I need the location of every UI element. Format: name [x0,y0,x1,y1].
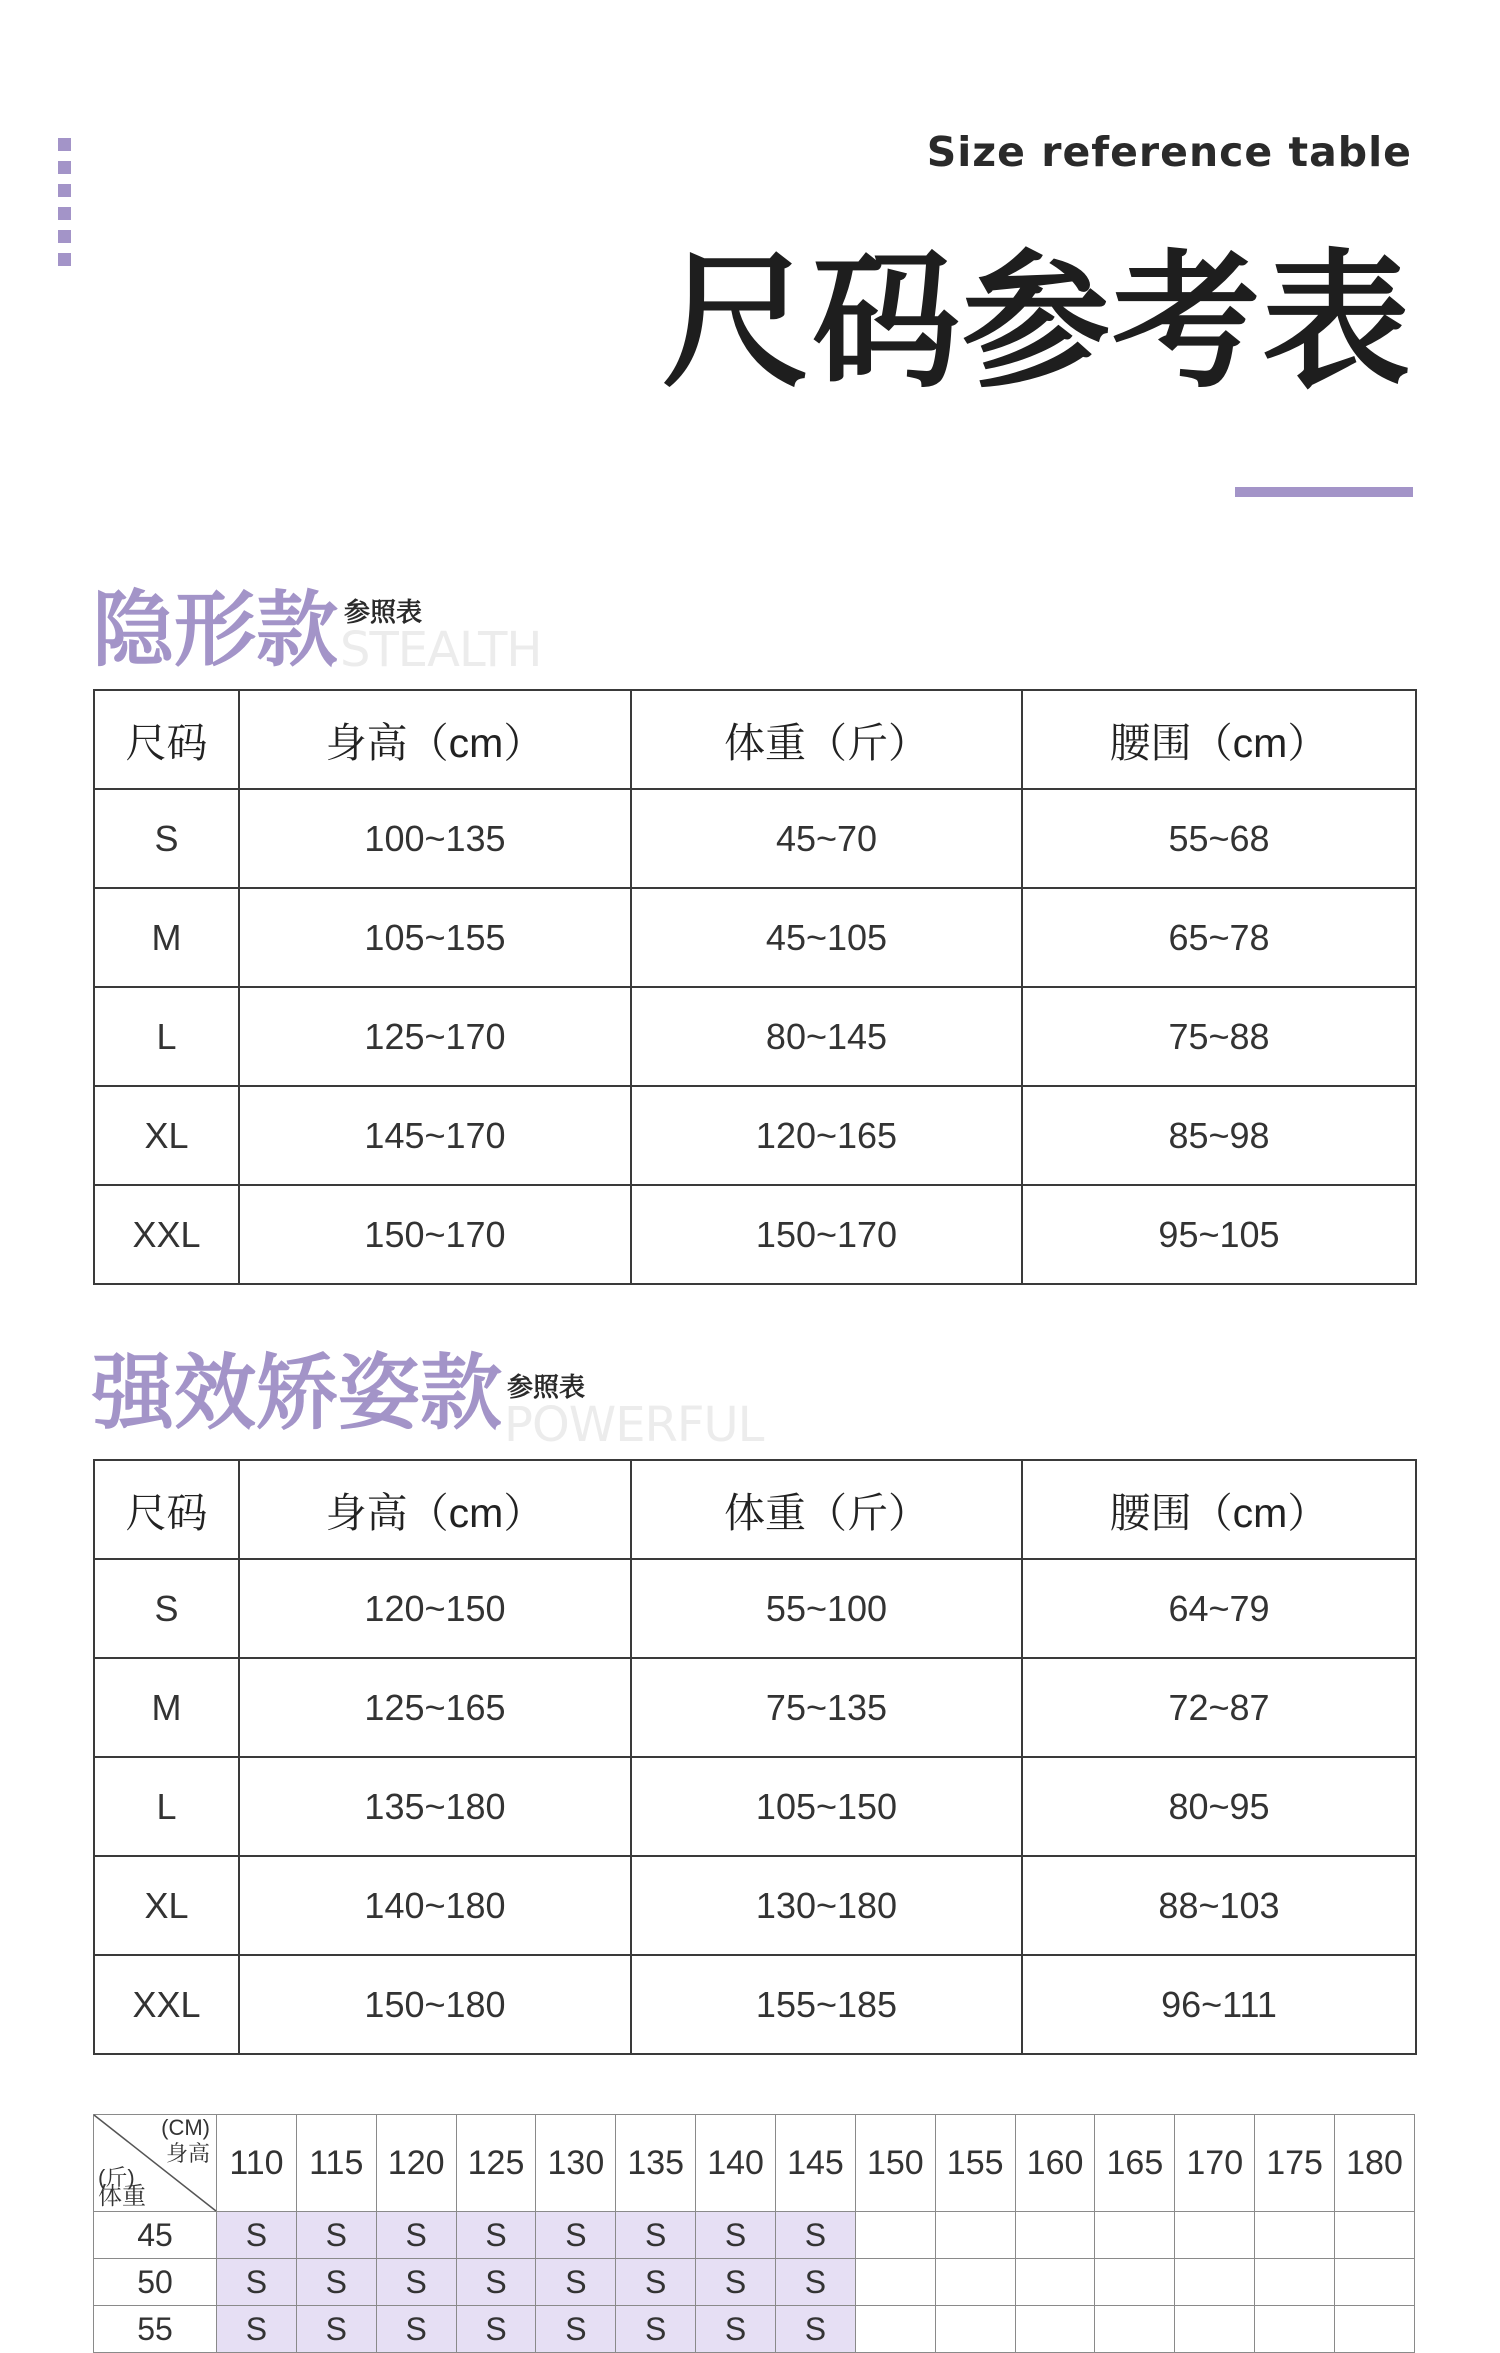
corner-unit-jin: (斤) [98,2165,135,2190]
header-height: 身高（cm） [239,690,631,789]
grid-size-cell [855,2306,935,2353]
grid-size-cell: S [696,2306,776,2353]
grid-size-cell [935,2306,1015,2353]
cell-weight: 130~180 [631,1856,1022,1955]
table-row [94,987,1416,1086]
header-weight: 体重（斤） [631,690,1022,789]
grid-height-header: 180 [1335,2115,1415,2212]
cell-waist: 55~68 [1022,789,1416,888]
corner-unit-cm: (CM) [161,2115,210,2140]
decorative-dots [58,138,72,276]
grid-size-cell: S [296,2259,376,2306]
grid-size-cell: S [296,2212,376,2259]
grid-size-cell: S [217,2212,297,2259]
cell-size: XL [94,1086,239,1185]
grid-size-cell: S [536,2212,616,2259]
grid-weight-label: 50 [94,2259,217,2306]
header-size: 尺码 [94,690,239,789]
cell-height: 150~180 [239,1955,631,2054]
grid-size-cell [1255,2306,1335,2353]
height-weight-grid [93,2114,1415,2347]
cell-size: XXL [94,1185,239,1284]
grid-height-header: 110 [217,2115,297,2212]
header-waist: 腰围（cm） [1022,690,1416,789]
grid-size-cell: S [536,2306,616,2353]
grid-size-cell [1335,2306,1415,2353]
table-row [94,1559,1416,1658]
grid-size-cell: S [376,2306,456,2353]
cell-size: L [94,987,239,1086]
section-ref-label: 参照表 [507,1373,586,1403]
grid-size-cell [935,2259,1015,2306]
table-row [94,1658,1416,1757]
section-ref-label: 参照表 [344,598,423,628]
cell-weight: 105~150 [631,1757,1022,1856]
cell-height: 150~170 [239,1185,631,1284]
table-row [94,1856,1416,1955]
cell-height: 120~150 [239,1559,631,1658]
table-row [94,1955,1416,2054]
grid-height-header: 115 [296,2115,376,2212]
section-ghost-label: POWERFUL [504,1397,764,1453]
grid-size-cell [1335,2259,1415,2306]
cell-waist: 96~111 [1022,1955,1416,2054]
grid-height-header: 130 [536,2115,616,2212]
cell-waist: 72~87 [1022,1658,1416,1757]
grid-size-cell: S [376,2259,456,2306]
cell-weight: 80~145 [631,987,1022,1086]
grid-size-cell: S [776,2212,856,2259]
header-size: 尺码 [94,1460,239,1559]
grid-size-cell: S [776,2259,856,2306]
grid-size-cell [1015,2259,1095,2306]
cell-weight: 120~165 [631,1086,1022,1185]
grid-height-header: 145 [776,2115,856,2212]
english-title: Size reference table [926,128,1412,176]
grid-size-cell [935,2212,1015,2259]
cell-weight: 45~70 [631,789,1022,888]
section-ghost-label: STEALTH [340,622,542,678]
grid-size-cell: S [456,2259,536,2306]
grid-height-header: 125 [456,2115,536,2212]
grid-height-header: 120 [376,2115,456,2212]
grid-weight-label: 45 [94,2212,217,2259]
table-header-row [94,1460,1416,1559]
grid-size-cell: S [696,2259,776,2306]
section-title: 强效矫姿款 [92,1346,503,1441]
grid-size-cell: S [217,2306,297,2353]
cell-size: L [94,1757,239,1856]
cell-weight: 150~170 [631,1185,1022,1284]
grid-size-cell: S [456,2212,536,2259]
corner-height-label: 身高 [165,2141,210,2166]
cell-size: XL [94,1856,239,1955]
grid-row [94,2259,1415,2306]
cell-size: M [94,888,239,987]
cell-height: 100~135 [239,789,631,888]
grid-size-cell [1175,2212,1255,2259]
section-heading-stealth [92,583,542,678]
grid-size-cell [1015,2306,1095,2353]
grid-row [94,2212,1415,2259]
size-table-stealth [93,689,1417,1285]
grid-row [94,2306,1415,2353]
grid-height-header: 175 [1255,2115,1335,2212]
section-heading-powerful [92,1346,764,1453]
cell-size: S [94,789,239,888]
cell-weight: 155~185 [631,1955,1022,2054]
cell-height: 125~165 [239,1658,631,1757]
table-header-row [94,690,1416,789]
grid-size-cell: S [217,2259,297,2306]
header-waist: 腰围（cm） [1022,1460,1416,1559]
cell-height: 145~170 [239,1086,631,1185]
grid-size-cell [1095,2306,1175,2353]
header-weight: 体重（斤） [631,1460,1022,1559]
cell-weight: 55~100 [631,1559,1022,1658]
grid-size-cell: S [376,2212,456,2259]
grid-size-cell [1175,2259,1255,2306]
table-row [94,1185,1416,1284]
cell-waist: 88~103 [1022,1856,1416,1955]
corner-weight-label: 体重 [98,2183,146,2210]
table-row [94,1757,1416,1856]
header-height: 身高（cm） [239,1460,631,1559]
cell-size: XXL [94,1955,239,2054]
title-underline [1235,487,1413,497]
cell-waist: 75~88 [1022,987,1416,1086]
grid-size-cell [855,2212,935,2259]
grid-size-cell [1095,2212,1175,2259]
grid-size-cell [1255,2259,1335,2306]
cell-height: 135~180 [239,1757,631,1856]
grid-height-header: 135 [616,2115,696,2212]
grid-height-header: 160 [1015,2115,1095,2212]
cell-waist: 85~98 [1022,1086,1416,1185]
grid-height-header: 165 [1095,2115,1175,2212]
grid-size-cell [1095,2259,1175,2306]
table-row [94,1086,1416,1185]
grid-height-header: 140 [696,2115,776,2212]
grid-height-header: 155 [935,2115,1015,2212]
cell-size: S [94,1559,239,1658]
cell-waist: 64~79 [1022,1559,1416,1658]
grid-weight-label: 55 [94,2306,217,2353]
cell-waist: 80~95 [1022,1757,1416,1856]
cell-size: M [94,1658,239,1757]
size-table-powerful [93,1459,1417,2055]
grid-size-cell: S [776,2306,856,2353]
grid-corner-cell [94,2115,217,2212]
grid-size-cell: S [456,2306,536,2353]
grid-height-header: 150 [855,2115,935,2212]
grid-height-header: 170 [1175,2115,1255,2212]
grid-size-cell: S [616,2259,696,2306]
cell-waist: 65~78 [1022,888,1416,987]
grid-size-cell: S [536,2259,616,2306]
cell-height: 140~180 [239,1856,631,1955]
grid-size-cell [855,2259,935,2306]
table-row [94,888,1416,987]
table-row [94,789,1416,888]
page-title: 尺码参考表 [662,236,1412,408]
grid-size-cell: S [296,2306,376,2353]
cell-height: 125~170 [239,987,631,1086]
height-weight-table [93,2114,1415,2353]
grid-size-cell [1175,2306,1255,2353]
grid-size-cell [1015,2212,1095,2259]
cell-waist: 95~105 [1022,1185,1416,1284]
grid-size-cell [1255,2212,1335,2259]
cell-weight: 75~135 [631,1658,1022,1757]
section-title: 隐形款 [92,583,339,678]
grid-size-cell: S [616,2212,696,2259]
grid-size-cell: S [696,2212,776,2259]
cell-weight: 45~105 [631,888,1022,987]
grid-size-cell: S [616,2306,696,2353]
cell-height: 105~155 [239,888,631,987]
grid-header-row [94,2115,1415,2212]
grid-size-cell [1335,2212,1415,2259]
